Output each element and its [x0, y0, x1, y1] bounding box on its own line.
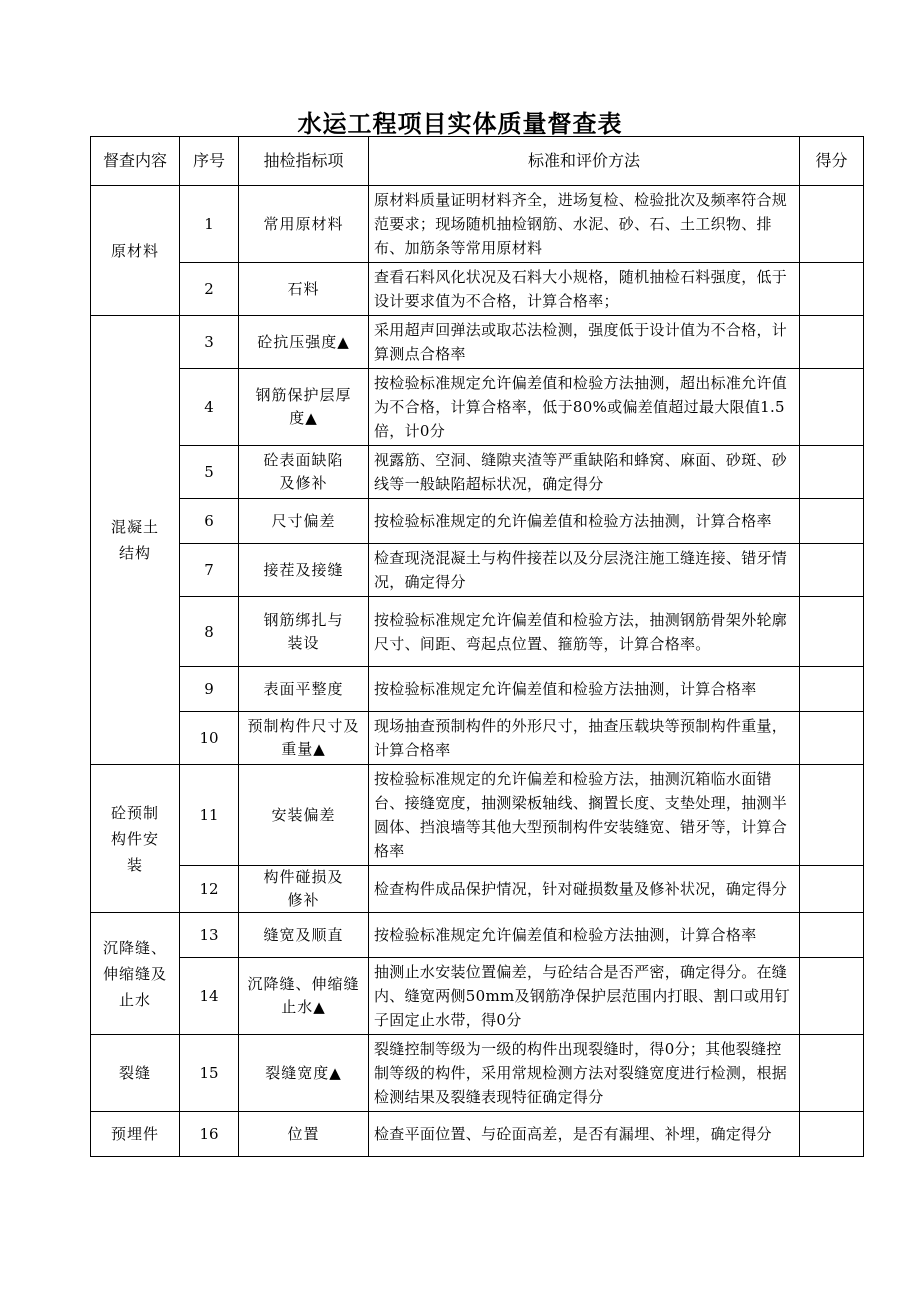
table-row — [91, 263, 864, 316]
inspection-table — [90, 136, 864, 1157]
header-category: 督查内容 — [91, 137, 180, 186]
standard-text: 按检验标准规定允许偏差值和检验方法抽测，计算合格率 — [369, 913, 800, 958]
category-precast-installation: 砼预制构件安装 — [91, 765, 180, 913]
row-number: 3 — [180, 316, 239, 369]
indicator: 钢筋绑扎与装设 — [239, 597, 369, 667]
indicator: 常用原材料 — [239, 186, 369, 263]
table-row — [91, 866, 864, 913]
score-cell[interactable] — [800, 866, 864, 913]
table-row — [91, 499, 864, 544]
indicator: 石料 — [239, 263, 369, 316]
table-row — [91, 544, 864, 597]
score-cell[interactable] — [800, 958, 864, 1035]
table-row — [91, 958, 864, 1035]
header-row — [91, 137, 864, 186]
indicator: 尺寸偏差 — [239, 499, 369, 544]
row-number: 6 — [180, 499, 239, 544]
table-row — [91, 597, 864, 667]
indicator: 接茬及接缝 — [239, 544, 369, 597]
table-row — [91, 316, 864, 369]
indicator: 位置 — [239, 1112, 369, 1157]
row-number: 15 — [180, 1035, 239, 1112]
score-cell[interactable] — [800, 913, 864, 958]
indicator: 预制构件尺寸及重量▲ — [239, 712, 369, 765]
standard-text: 采用超声回弹法或取芯法检测，强度低于设计值为不合格，计算测点合格率 — [369, 316, 800, 369]
score-cell[interactable] — [800, 446, 864, 499]
score-cell[interactable] — [800, 712, 864, 765]
row-number: 14 — [180, 958, 239, 1035]
standard-text: 按检验标准规定的允许偏差值和检验方法抽测，计算合格率 — [369, 499, 800, 544]
indicator: 裂缝宽度▲ — [239, 1035, 369, 1112]
standard-text: 按检验标准规定允许偏差值和检验方法抽测，超出标准允许值为不合格，计算合格率，低于80%或偏差值超过最大限值1.5倍，计0分 — [369, 369, 800, 446]
table-row — [91, 765, 864, 866]
standard-text: 检查平面位置、与砼面高差，是否有漏埋、补埋，确定得分 — [369, 1112, 800, 1157]
row-number: 2 — [180, 263, 239, 316]
row-number: 7 — [180, 544, 239, 597]
score-cell[interactable] — [800, 597, 864, 667]
row-number: 5 — [180, 446, 239, 499]
standard-text: 抽测止水安装位置偏差，与砼结合是否严密，确定得分。在缝内、缝宽两侧50mm及钢筋净保护层范围内打眼、割口或用钉子固定止水带，得0分 — [369, 958, 800, 1035]
category-embedded-part: 预埋件 — [91, 1112, 180, 1157]
standard-text: 按检验标准规定的允许偏差和检验方法，抽测沉箱临水面错台、接缝宽度，抽测梁板轴线、搁置长度、支垫处理，抽测半圆体、挡浪墙等其他大型预制构件安装缝宽、错牙等，计算合格率 — [369, 765, 800, 866]
table-row — [91, 186, 864, 263]
indicator: 构件碰损及修补 — [239, 866, 369, 913]
header-standard: 标准和评价方法 — [369, 137, 800, 186]
score-cell[interactable] — [800, 369, 864, 446]
row-number: 12 — [180, 866, 239, 913]
row-number: 4 — [180, 369, 239, 446]
standard-text: 按检验标准规定允许偏差值和检验方法抽测，计算合格率 — [369, 667, 800, 712]
table-row — [91, 1112, 864, 1157]
table-row — [91, 667, 864, 712]
row-number: 9 — [180, 667, 239, 712]
standard-text: 视露筋、空洞、缝隙夹渣等严重缺陷和蜂窝、麻面、砂斑、砂线等一般缺陷超标状况，确定得分 — [369, 446, 800, 499]
score-cell[interactable] — [800, 263, 864, 316]
score-cell[interactable] — [800, 765, 864, 866]
indicator: 沉降缝、伸缩缝止水▲ — [239, 958, 369, 1035]
page-title: 水运工程项目实体质量督查表 — [297, 110, 623, 138]
standard-text: 查看石料风化状况及石料大小规格，随机抽检石料强度，低于设计要求值为不合格，计算合格率； — [369, 263, 800, 316]
standard-text: 检查构件成品保护情况，针对碰损数量及修补状况，确定得分 — [369, 866, 800, 913]
score-cell[interactable] — [800, 1035, 864, 1112]
indicator: 钢筋保护层厚度▲ — [239, 369, 369, 446]
indicator: 砼表面缺陷及修补 — [239, 446, 369, 499]
indicator: 砼抗压强度▲ — [239, 316, 369, 369]
table-row — [91, 913, 864, 958]
score-cell[interactable] — [800, 667, 864, 712]
category-crack: 裂缝 — [91, 1035, 180, 1112]
table-row — [91, 369, 864, 446]
table-row — [91, 712, 864, 765]
row-number: 8 — [180, 597, 239, 667]
score-cell[interactable] — [800, 499, 864, 544]
table-row — [91, 446, 864, 499]
score-cell[interactable] — [800, 1112, 864, 1157]
row-number: 10 — [180, 712, 239, 765]
row-number: 11 — [180, 765, 239, 866]
row-number: 16 — [180, 1112, 239, 1157]
score-cell[interactable] — [800, 316, 864, 369]
category-expansion-joint: 沉降缝、伸缩缝及止水 — [91, 913, 180, 1035]
header-number: 序号 — [180, 137, 239, 186]
score-cell[interactable] — [800, 544, 864, 597]
standard-text: 现场抽查预制构件的外形尺寸，抽查压载块等预制构件重量，计算合格率 — [369, 712, 800, 765]
row-number: 13 — [180, 913, 239, 958]
row-number: 1 — [180, 186, 239, 263]
score-cell[interactable] — [800, 186, 864, 263]
table-row — [91, 1035, 864, 1112]
standard-text: 裂缝控制等级为一级的构件出现裂缝时，得0分；其他裂缝控制等级的构件，采用常规检测方法对裂缝宽度进行检测，根据检测结果及裂缝表现特征确定得分 — [369, 1035, 800, 1112]
indicator: 安装偏差 — [239, 765, 369, 866]
standard-text: 检查现浇混凝土与构件接茬以及分层浇注施工缝连接、错牙情况，确定得分 — [369, 544, 800, 597]
indicator: 表面平整度 — [239, 667, 369, 712]
header-indicator: 抽检指标项 — [239, 137, 369, 186]
category-concrete: 混凝土结构 — [91, 316, 180, 765]
standard-text: 原材料质量证明材料齐全，进场复检、检验批次及频率符合规范要求；现场随机抽检钢筋、水泥、砂、石、土工织物、排布、加筋条等常用原材料 — [369, 186, 800, 263]
category-raw-material: 原材料 — [91, 186, 180, 316]
indicator: 缝宽及顺直 — [239, 913, 369, 958]
header-score: 得分 — [800, 137, 864, 186]
standard-text: 按检验标准规定允许偏差值和检验方法，抽测钢筋骨架外轮廓尺寸、间距、弯起点位置、箍筋等，计算合格率。 — [369, 597, 800, 667]
